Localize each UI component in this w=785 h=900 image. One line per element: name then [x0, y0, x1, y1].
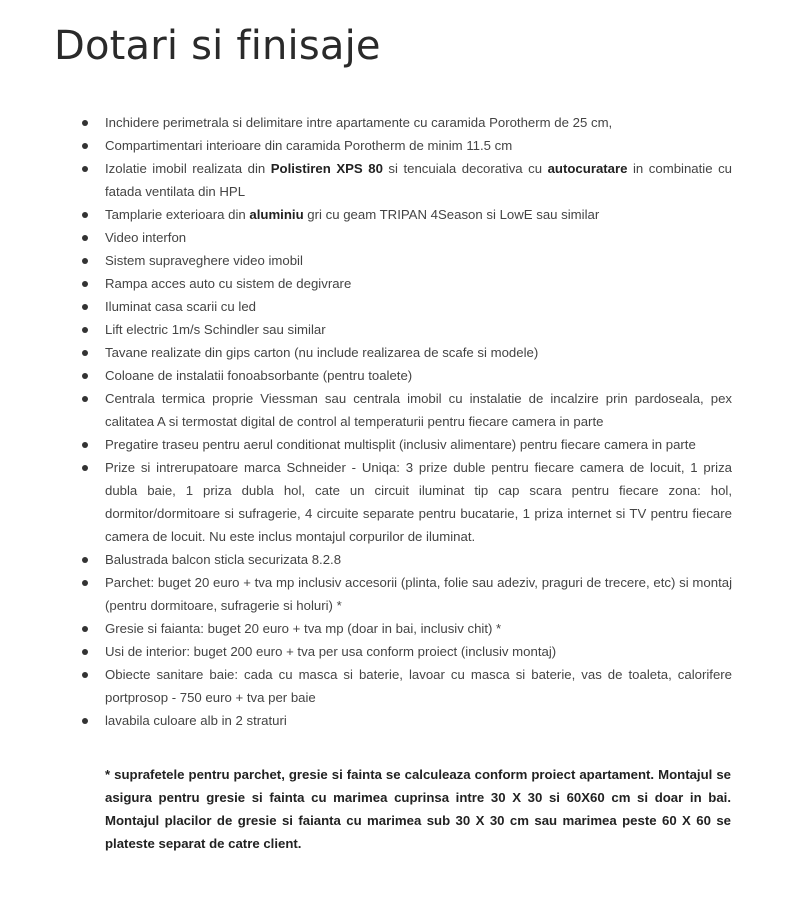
list-item-text: Balustrada balcon sticla securizata 8.2.8: [105, 552, 342, 567]
list-item-text: Centrala termica proprie Viessman sau centrala imobil cu instalatie de incalzire prin pardoseala, pex calitatea A si termostat digital de control al temperaturii pentru fiecare camera in parte: [105, 391, 732, 429]
list-item-text: Sistem supraveghere video imobil: [105, 253, 303, 268]
page-title: Dotari si finisaje: [54, 23, 381, 69]
bullet-icon: [82, 120, 88, 126]
list-item-text: Izolatie imobil realizata din: [105, 161, 271, 176]
bullet-icon: [82, 557, 88, 563]
bullet-icon: [82, 212, 88, 218]
list-item: [82, 663, 732, 709]
list-item: [82, 111, 732, 134]
list-item: [82, 295, 732, 318]
list-item-text: Parchet: buget 20 euro + tva mp inclusiv accesorii (plinta, folie sau adeziv, praguri de trecere, etc) si montaj (pentru dormitoare, sufragerie si holuri) *: [105, 575, 732, 613]
list-item-text: Lift electric 1m/s Schindler sau similar: [105, 322, 326, 337]
list-item: [82, 433, 732, 456]
list-item-text: Coloane de instalatii fonoabsorbante (pentru toalete): [105, 368, 413, 383]
list-item-text: Gresie si faianta: buget 20 euro + tva mp (doar in bai, inclusiv chit) *: [105, 621, 502, 636]
list-item: [82, 318, 732, 341]
features-list: [82, 111, 732, 732]
list-item: [82, 548, 732, 571]
list-item-text: Prize si intrerupatoare marca Schneider - Uniqa: 3 prize duble pentru fiecare camera de locuit, 1 priza dubla baie, 1 priza dubla hol, cate un circuit iluminat tip cap scara pentru fiecare zona: hol, dormitor/dormitoare si sufragerie, 4 circuite separate pentru bucatarie, 1 priza internet si TV pentru fiecare camera de locuit. Nu este inclus montajul corpurilor de iluminat.: [105, 460, 732, 544]
bullet-icon: [82, 649, 88, 655]
bullet-icon: [82, 258, 88, 264]
bullet-icon: [82, 626, 88, 632]
bullet-icon: [82, 281, 88, 287]
list-item: [82, 341, 732, 364]
list-item: [82, 134, 732, 157]
list-item-text: Rampa acces auto cu sistem de degivrare: [105, 276, 352, 291]
list-item-text: Iluminat casa scarii cu led: [105, 299, 256, 314]
bullet-icon: [82, 442, 88, 448]
bullet-icon: [82, 672, 88, 678]
bullet-icon: [82, 350, 88, 356]
list-item: [82, 157, 732, 203]
list-item: [82, 456, 732, 548]
list-item-text: Pregatire traseu pentru aerul conditionat multisplit (inclusiv alimentare) pentru fiecare camera in parte: [105, 437, 696, 452]
list-item-text: in combinatie cu fatada ventilata din HPL: [105, 161, 732, 199]
list-item: [82, 226, 732, 249]
list-item-text: Usi de interior: buget 200 euro + tva per usa conform proiect (inclusiv montaj): [105, 644, 557, 659]
list-item-text: Inchidere perimetrala si delimitare intre apartamente cu caramida Porotherm de 25 cm,: [105, 115, 613, 130]
bullet-icon: [82, 166, 88, 172]
list-item: [82, 272, 732, 295]
list-item: [82, 249, 732, 272]
list-item-text: Compartimentari interioare din caramida Porotherm de minim 11.5 cm: [105, 138, 513, 153]
list-item: [82, 203, 732, 226]
bullet-icon: [82, 143, 88, 149]
list-item-text: si tencuiala decorativa cu: [382, 161, 548, 176]
list-item: [82, 387, 732, 433]
list-item: [82, 571, 732, 617]
bullet-icon: [82, 580, 88, 586]
bullet-icon: [82, 235, 88, 241]
bullet-icon: [82, 718, 88, 724]
bold-term: aluminiu: [249, 207, 304, 222]
bullet-icon: [82, 396, 88, 402]
list-item-text: lavabila culoare alb in 2 straturi: [105, 713, 287, 728]
bullet-icon: [82, 373, 88, 379]
list-item-text: gri cu geam TRIPAN 4Season si LowE sau similar: [303, 207, 600, 222]
list-item: [82, 640, 732, 663]
list-item-text: Video interfon: [105, 230, 187, 245]
bullet-icon: [82, 327, 88, 333]
list-item: [82, 617, 732, 640]
footnote: * suprafetele pentru parchet, gresie si fainta se calculeaza conform proiect apartament. Montajul se asigura pentru gresie si fainta cu marimea cuprinsa intre 30 X 30 si 60X60 cm si doar in bai. Montajul placilor de gresie si faianta cu marimea sub 30 X 30 cm sau marimea peste 60 X 60 se plateste separat de catre client.: [105, 767, 731, 851]
list-item: [82, 364, 732, 387]
list-item: [82, 709, 732, 732]
list-item-text: Obiecte sanitare baie: cada cu masca si baterie, lavoar cu masca si baterie, vas de toaleta, calorifere portprosop - 750 euro + tva per baie: [105, 667, 732, 705]
list-item-text: Tamplarie exterioara din: [105, 207, 250, 222]
bold-term: Polistiren XPS 80: [270, 161, 383, 176]
bullet-icon: [82, 465, 88, 471]
bullet-icon: [82, 304, 88, 310]
bold-term: autocuratare: [547, 161, 628, 176]
list-item-text: Tavane realizate din gips carton (nu include realizarea de scafe si modele): [105, 345, 539, 360]
